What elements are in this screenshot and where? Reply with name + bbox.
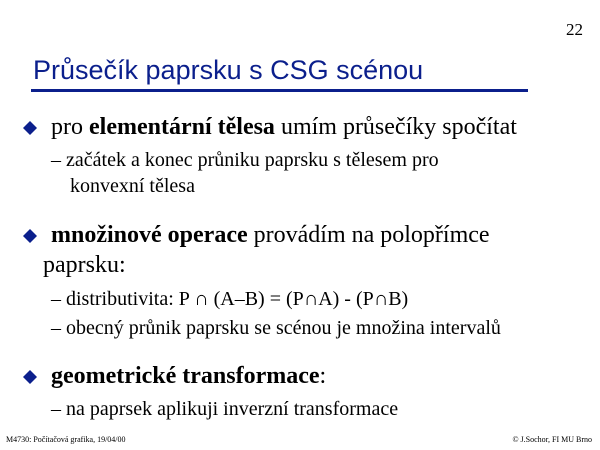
bullet-1-bold: elementární tělesa bbox=[89, 114, 275, 140]
slide-title: Průsečík paprsku s CSG scénou bbox=[33, 55, 424, 85]
bullet-3-bold: geometrické transformace bbox=[51, 363, 320, 389]
diamond-bullet-icon bbox=[23, 370, 37, 384]
bullet-1-sub-1-cont: konvexní tělesa bbox=[70, 175, 195, 197]
bullet-2-post: provádím na polopřímce bbox=[247, 222, 490, 248]
bullet-2-sub-1: – distributivita: P ∩ (A–B) = (P∩A) - (P∩B) bbox=[51, 288, 409, 310]
bullet-2-bold: množinové operace bbox=[51, 222, 248, 248]
footer-course: M4730: Počítačová grafika, 19/04/00 bbox=[6, 435, 126, 444]
bullet-3-post: : bbox=[319, 363, 327, 389]
bullet-2-text bbox=[51, 220, 490, 250]
bullet-2-sub-2: – obecný průnik paprsku se scénou je množina intervalů bbox=[51, 317, 501, 339]
diamond-bullet-icon bbox=[23, 229, 37, 243]
bullet-1-post: umím průsečíky spočítat bbox=[274, 114, 517, 140]
footer-author: © J.Sochor, FI MU Brno bbox=[512, 435, 592, 444]
bullet-1-sub-1: – začátek a konec průniku paprsku s tělesem pro bbox=[51, 149, 439, 171]
title-underline bbox=[31, 89, 528, 92]
bullet-1-text bbox=[51, 112, 517, 142]
diamond-bullet-icon bbox=[23, 121, 37, 135]
slide-number: 22 bbox=[566, 20, 583, 39]
bullet-1-pre: pro bbox=[51, 114, 89, 140]
bullet-3-sub-1: – na paprsek aplikuji inverzní transformace bbox=[51, 398, 399, 420]
bullet-2-cont: paprsku: bbox=[43, 252, 126, 278]
bullet-3-text bbox=[51, 361, 326, 391]
